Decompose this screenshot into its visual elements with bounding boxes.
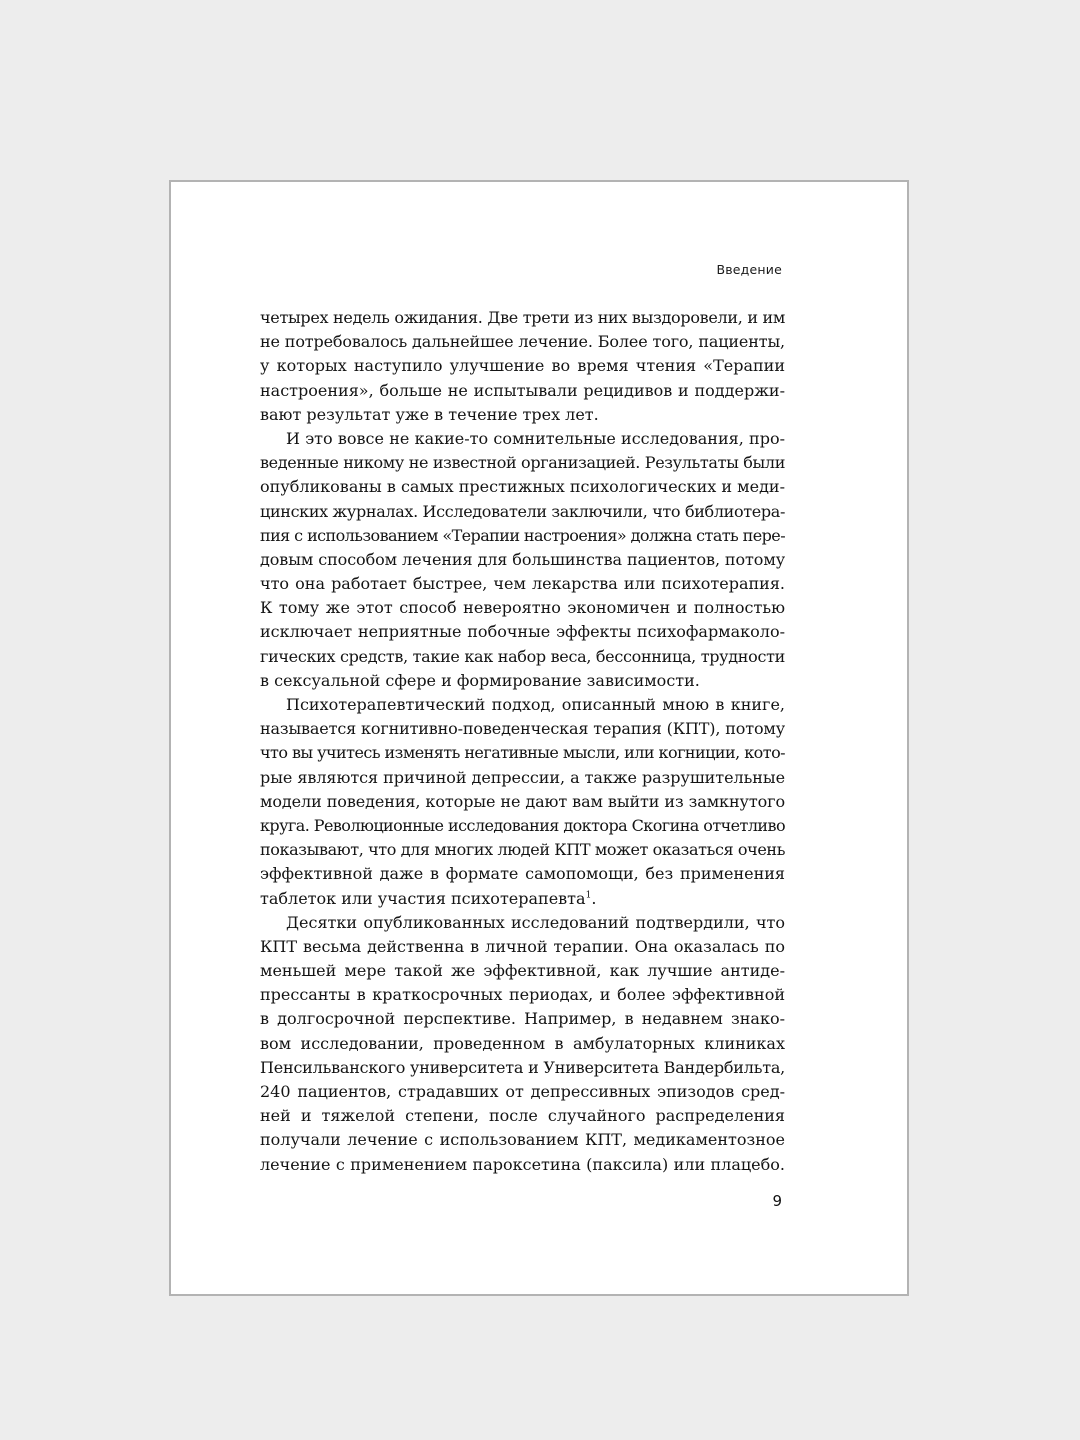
text-line: вом исследовании, проведенном в амбулаторных клиниках: [260, 1033, 785, 1053]
text-line: модели поведения, которые не дают вам выйти из замкнутого: [260, 791, 786, 811]
text-line: рые являются причиной депрессии, а также разрушительные: [260, 767, 785, 787]
text-line: ней и тяжелой степени, после случайного распределения: [260, 1106, 785, 1126]
text-line: получали лечение с использованием КПТ, медикаментозное: [260, 1130, 785, 1150]
text-line: опубликованы в самых престижных психологических и меди-: [260, 477, 785, 497]
text-line: К тому же этот способ невероятно экономичен и полностью: [260, 598, 785, 618]
text-line: [260, 887, 785, 911]
paragraph: [260, 693, 785, 911]
text-line: что вы учитесь изменять негативные мысли, или когниции, кото-: [260, 743, 786, 763]
text-line: настроения», больше не испытывали рецидивов и поддержи-: [260, 380, 785, 400]
paragraph: [260, 306, 785, 427]
text-line: не потребовалось дальнейшее лечение. Более того, пациенты,: [260, 332, 785, 352]
body-text: [260, 306, 785, 1177]
text-line: пия с использованием «Терапии настроения» должна стать пере-: [260, 525, 786, 545]
text-line: показывают, что для многих людей КПТ может оказаться очень: [260, 840, 786, 860]
text-line: 240 пациентов, страдавших от депрессивных эпизодов сред-: [260, 1082, 785, 1101]
text-line: гических средств, такие как набор веса, бессонница, трудности: [260, 646, 785, 666]
text-line: называется когнитивно-поведенческая терапия (КПТ), потому: [260, 719, 785, 739]
text-line: эффективной даже в формате самопомощи, без применения: [260, 864, 785, 884]
text-line: круга. Революционные исследования доктора Скогина отчетливо: [260, 815, 786, 835]
text-line: цинских журналах. Исследователи заключили, что библиотера-: [260, 501, 786, 521]
text-line: четырех недель ожидания. Две трети из них выздоровели, и им: [260, 308, 785, 327]
running-head: Введение: [716, 262, 782, 277]
text-line: КПТ весьма действенна в личной терапии. Она оказалась по: [260, 936, 785, 956]
text-line: у которых наступило улучшение во время чтения «Терапии: [260, 356, 785, 376]
text-line: Психотерапевтический подход, описанный мною в книге,: [286, 695, 785, 714]
text-line: Десятки опубликованных исследований подтвердили, что: [286, 912, 785, 932]
text-line: в сексуальной сфере и формирование зависимости.: [260, 670, 700, 690]
book-page: [169, 180, 909, 1296]
text-line: Пенсильванского университета и Университета Вандербильта,: [260, 1057, 786, 1077]
paragraph: [260, 911, 785, 1177]
footnote-mark[interactable]: 1: [585, 890, 592, 901]
page-number: 9: [772, 1192, 782, 1210]
text-line: И это вовсе не какие-то сомнительные исследования, про-: [286, 428, 785, 448]
text-line: лечение с применением пароксетина (паксила) или плацебо.: [260, 1154, 785, 1174]
text-line: меньшей мере такой же эффективной, как лучшие антиде-: [260, 961, 785, 981]
text-line: веденные никому не известной организацией. Результаты были: [260, 453, 786, 473]
text-line: прессанты в краткосрочных периодах, и более эффективной: [260, 985, 785, 1005]
text-line: довым способом лечения для большинства пациентов, потому: [260, 549, 786, 569]
text-line: исключает неприятные побочные эффекты психофармаколо-: [260, 622, 785, 642]
paragraph: [260, 427, 785, 693]
text-line: вают результат уже в течение трех лет.: [260, 404, 599, 424]
text-fragment: таблеток или участия психотерапевта: [260, 888, 586, 908]
text-fragment: .: [591, 888, 597, 908]
text-line: в долгосрочной перспективе. Например, в недавнем знако-: [260, 1009, 785, 1029]
text-line: что она работает быстрее, чем лекарства или психотерапия.: [260, 574, 785, 594]
